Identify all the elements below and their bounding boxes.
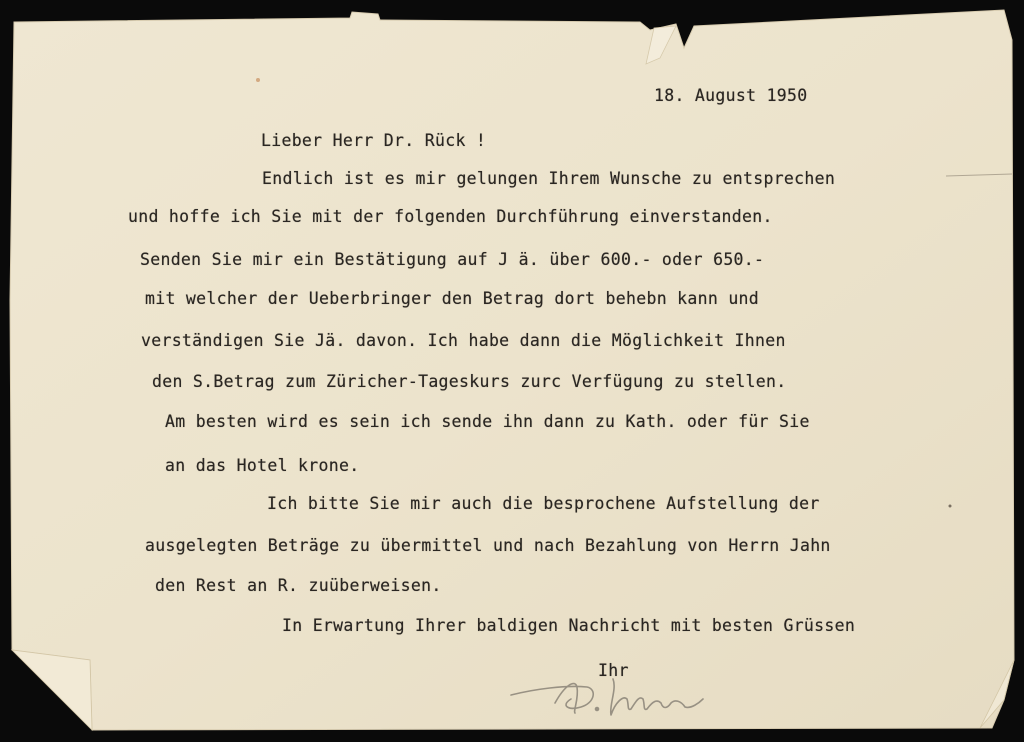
body-line: Am besten wird es sein ich sende ihn dann zu Kath. oder für Sie — [165, 412, 810, 431]
body-line: Ich bitte Sie mir auch die besprochene Aufstellung der — [267, 494, 820, 513]
body-line: In Erwartung Ihrer baldigen Nachricht mit besten Grüssen — [282, 616, 856, 635]
body-line: Senden Sie mir ein Bestätigung auf J ä. über 600.- oder 650.- — [140, 250, 765, 269]
letter-salutation: Lieber Herr Dr. Rück ! — [261, 131, 487, 150]
body-line: den Rest an R. zuüberweisen. — [155, 576, 442, 595]
body-line: an das Hotel krone. — [165, 456, 360, 475]
body-line: ausgelegten Beträge zu übermittel und nach Bezahlung von Herrn Jahn — [145, 536, 831, 555]
letter-closing: Ihr — [598, 661, 629, 680]
body-line: den S.Betrag zum Züricher-Tageskurs zurc Verfügung zu stellen. — [152, 372, 787, 391]
body-line: Endlich ist es mir gelungen Ihrem Wunsche zu entsprechen — [262, 169, 836, 188]
letter-date: 18. August 1950 — [654, 86, 808, 105]
body-line: und hoffe ich Sie mit der folgenden Durchführung einverstanden. — [128, 207, 773, 226]
body-line: mit welcher der Ueberbringer den Betrag dort behebn kann und — [145, 289, 760, 308]
body-line: verständigen Sie Jä. davon. Ich habe dann die Möglichkeit Ihnen — [141, 331, 786, 350]
signature-image — [505, 665, 715, 725]
